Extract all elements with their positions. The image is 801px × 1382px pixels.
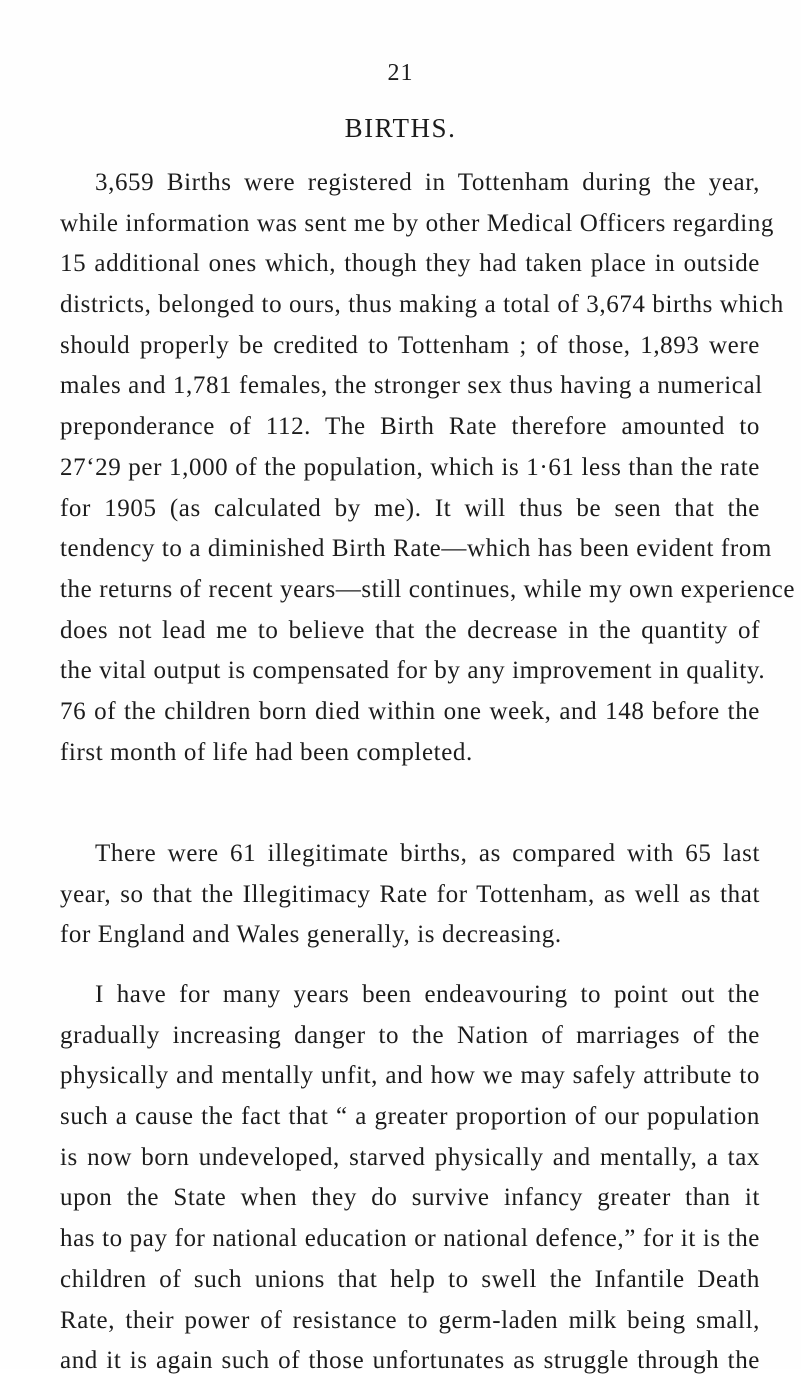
text-line: I have for many years been endeavouring to point out the	[95, 981, 760, 1008]
text-line: children of such unions that help to swell the Infantile Death	[60, 1265, 760, 1293]
text-line: while information was sent me by other Medical Officers regarding	[60, 209, 775, 237]
text-line: physically and mentally unfit, and how we may safely attribute to	[60, 1062, 760, 1090]
text-line: preponderance of 112. The Birth Rate therefore amounted to	[60, 413, 760, 441]
paragraph-illegitimate-births	[60, 834, 760, 956]
text-line: for England and Wales generally, is decreasing.	[60, 921, 562, 949]
text-line: the vital output is compensated for by any improvement in quality.	[60, 657, 766, 685]
text-line: gradually increasing danger to the Nation of marriages of the	[60, 1021, 760, 1049]
text-line: tendency to a diminished Birth Rate—which has been evident from	[60, 535, 772, 563]
text-line: does not lead me to believe that the decrease in the quantity of	[60, 616, 760, 644]
text-line: There were 61 illegitimate births, as compared with 65 last	[95, 840, 760, 867]
text-line: 15 additional ones which, though they had taken place in outside	[60, 250, 760, 278]
text-line: such a cause the fact that “ a greater proportion of our population	[60, 1103, 760, 1131]
text-line: upon the State when they do survive infancy greater than it	[60, 1184, 760, 1212]
page-number: 21	[387, 60, 414, 86]
text-line: has to pay for national education or national defence,” for it is the	[60, 1225, 760, 1253]
text-line: first month of life had been completed.	[60, 738, 473, 766]
text-line: for 1905 (as calculated by me). It will thus be seen that the	[60, 494, 760, 522]
paragraph-marriages-unfit	[60, 975, 760, 1382]
text-line: districts, belonged to ours, thus making a total of 3,674 births which	[60, 291, 784, 319]
text-line: 27‘29 per 1,000 of the population, which is 1·61 less than the rate	[60, 453, 760, 481]
section-heading: BIRTHS.	[344, 113, 457, 143]
text-line: the returns of recent years—still continues, while my own experience	[60, 575, 796, 603]
text-line: and it is again such of those unfortunates as struggle through the	[60, 1347, 760, 1375]
paragraph-births-summary	[60, 163, 796, 773]
text-line: 76 of the children born died within one week, and 148 before the	[60, 697, 760, 725]
text-line: should properly be credited to Tottenham ; of those, 1,893 were	[60, 331, 760, 359]
text-line: 3,659 Births were registered in Tottenham during the year,	[95, 169, 760, 196]
text-line: Rate, their power of resistance to germ-laden milk being small,	[60, 1306, 760, 1334]
text-line: males and 1,781 females, the stronger sex thus having a numerical	[60, 372, 763, 400]
text-line: is now born undeveloped, starved physically and mentally, a tax	[60, 1143, 760, 1171]
text-line: year, so that the Illegitimacy Rate for Tottenham, as well as that	[60, 880, 760, 908]
